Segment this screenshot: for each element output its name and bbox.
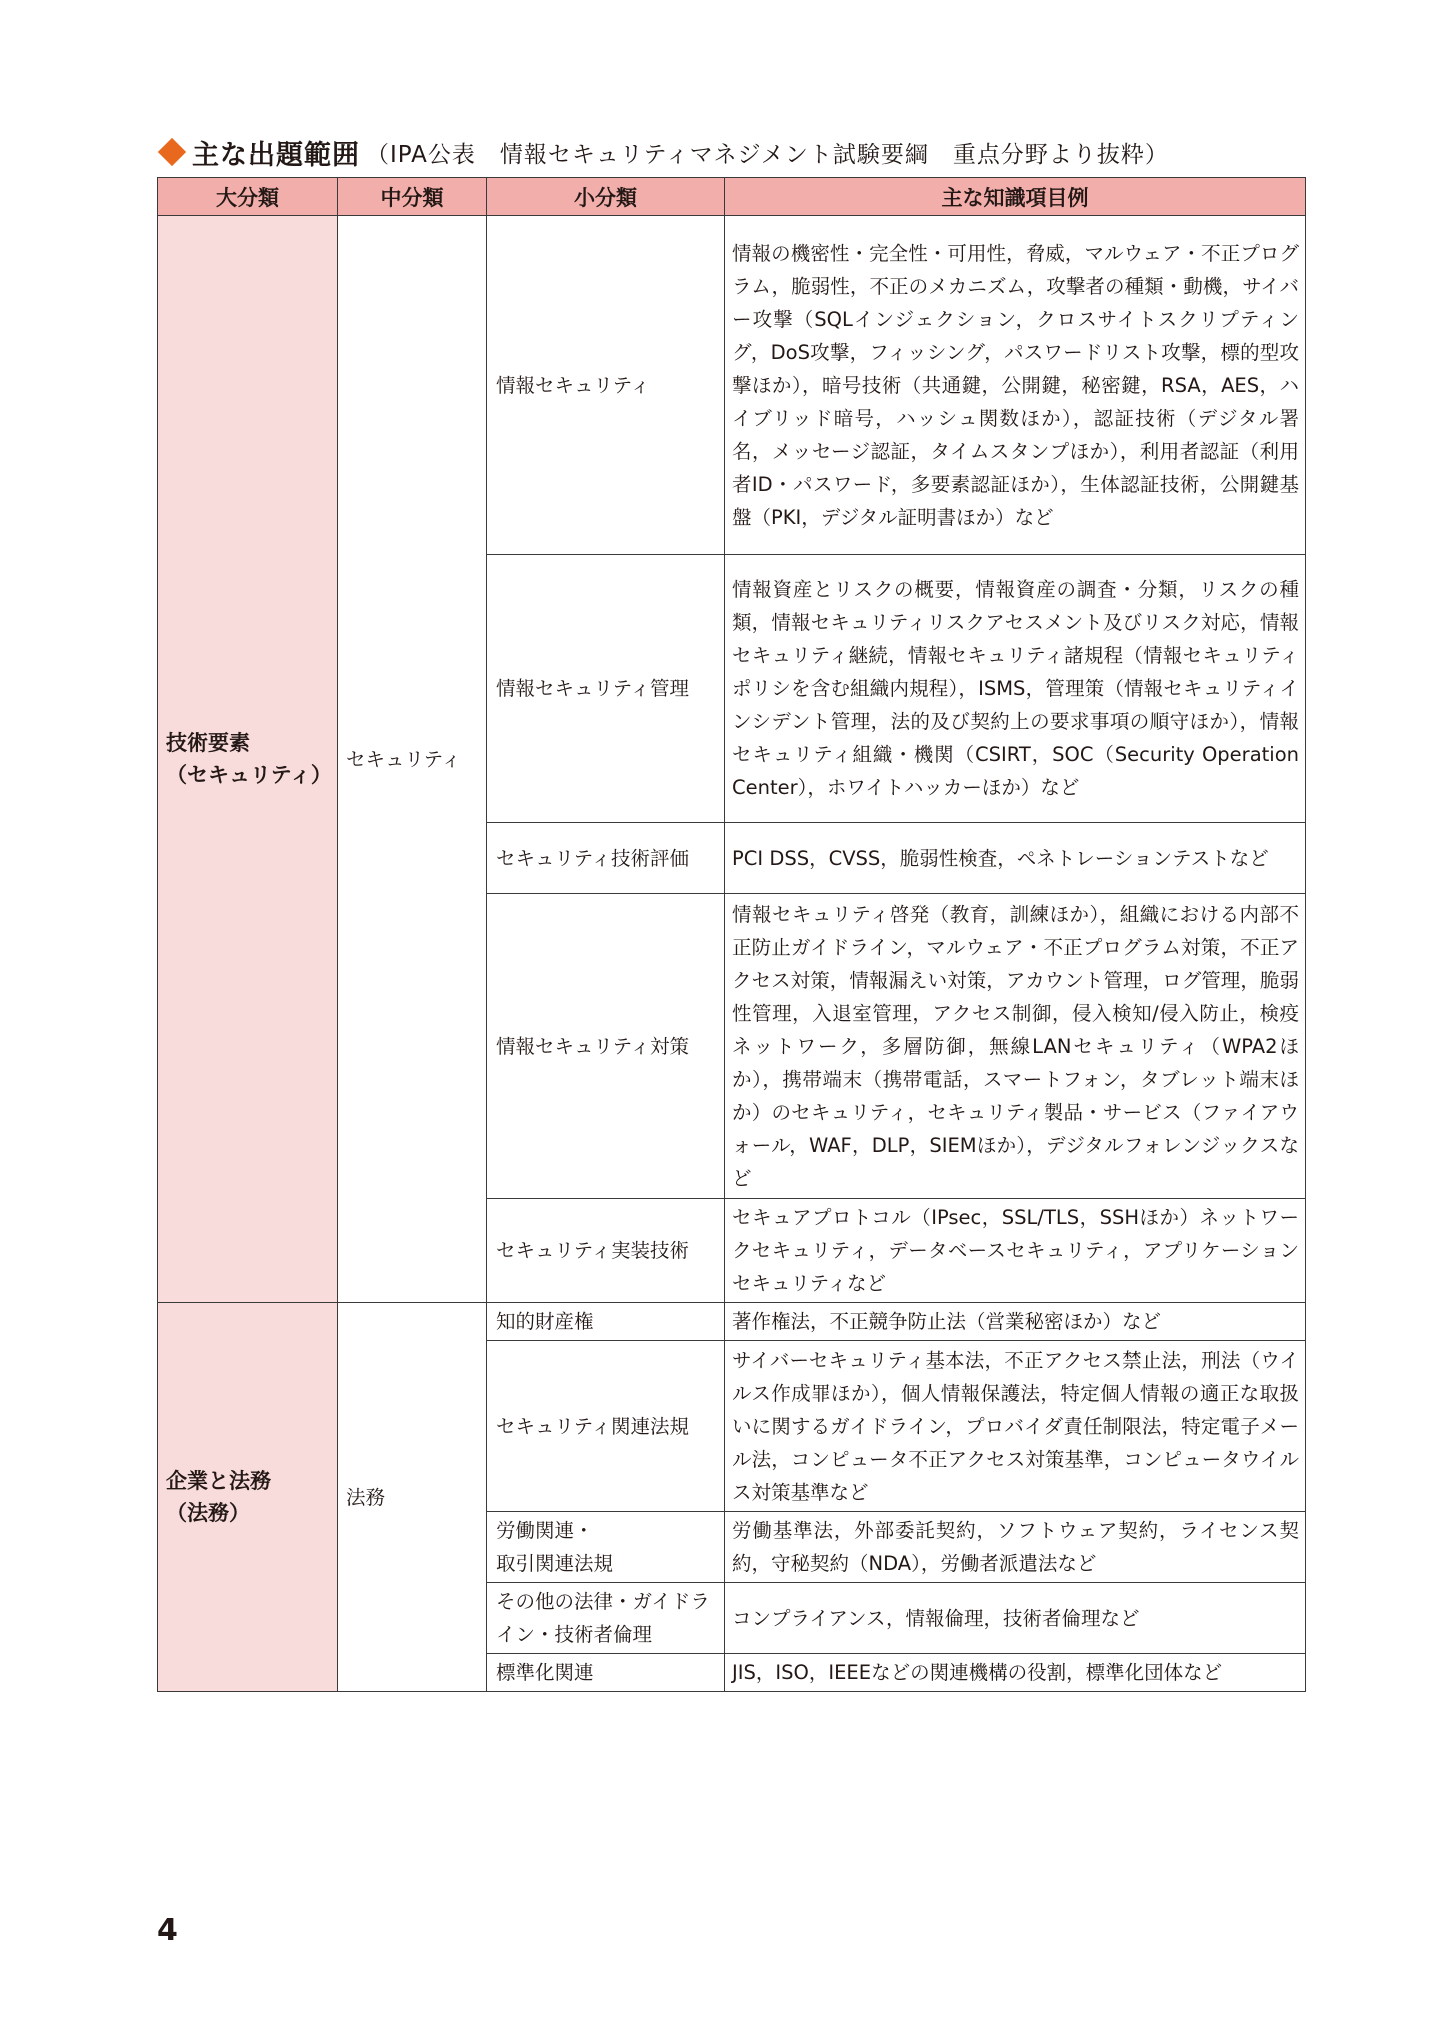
major-category-cell: 企業と法務 （法務） bbox=[158, 1303, 338, 1692]
minor-category-cell: 情報セキュリティ管理 bbox=[487, 555, 725, 823]
exam-scope-table bbox=[157, 177, 1306, 1692]
header-minor: 小分類 bbox=[487, 178, 725, 216]
minor-category-cell: その他の法律・ガイドライン・技術者倫理 bbox=[487, 1583, 725, 1654]
minor-category-cell: 標準化関連 bbox=[487, 1654, 725, 1692]
middle-category-cell: セキュリティ bbox=[338, 216, 487, 1303]
minor-category-cell: セキュリティ技術評価 bbox=[487, 823, 725, 894]
knowledge-items-cell: コンプライアンス，情報倫理，技術者倫理など bbox=[725, 1583, 1306, 1654]
header-major: 大分類 bbox=[158, 178, 338, 216]
table-row bbox=[158, 1303, 1306, 1341]
knowledge-items-cell: 著作権法，不正競争防止法（営業秘密ほか）など bbox=[725, 1303, 1306, 1341]
major-category-cell: 技術要素 （セキュリティ） bbox=[158, 216, 338, 1303]
knowledge-items-cell: 労働基準法，外部委託契約，ソフトウェア契約，ライセンス契約，守秘契約（NDA），労働者派遣法など bbox=[725, 1512, 1306, 1583]
header-middle: 中分類 bbox=[338, 178, 487, 216]
section-heading bbox=[155, 128, 1305, 176]
minor-category-cell: セキュリティ関連法規 bbox=[487, 1341, 725, 1512]
knowledge-items-cell: PCI DSS，CVSS，脆弱性検査，ペネトレーションテストなど bbox=[725, 823, 1306, 894]
minor-category-cell: セキュリティ実装技術 bbox=[487, 1199, 725, 1303]
knowledge-items-cell: サイバーセキュリティ基本法，不正アクセス禁止法，刑法（ウイルス作成罪ほか），個人情報保護法，特定個人情報の適正な取扱いに関するガイドライン，プロバイダ責任制限法，特定電子メール法，コンピュータ不正アクセス対策基準，コンピュータウイルス対策基準など bbox=[725, 1341, 1306, 1512]
page-number: 4 bbox=[157, 1913, 178, 1948]
knowledge-items-cell: 情報セキュリティ啓発（教育，訓練ほか），組織における内部不正防止ガイドライン，マルウェア・不正プログラム対策，不正アクセス対策，情報漏えい対策，アカウント管理，ログ管理，脆弱性管理，入退室管理，アクセス制御，侵入検知/侵入防止，検疫ネットワーク，多層防御，無線LANセキュリティ（WPA2ほか），携帯端末（携帯電話，スマートフォン，タブレット端末ほか）のセキュリティ，セキュリティ製品・サービス（ファイアウォール，WAF，DLP，SIEMほか），デジタルフォレンジックスなど bbox=[725, 894, 1306, 1199]
heading-subtitle: （IPA公表 情報セキュリティマネジメント試験要綱 重点分野より抜粋） bbox=[366, 141, 1169, 168]
header-items: 主な知識項目例 bbox=[725, 178, 1306, 216]
minor-category-cell: 情報セキュリティ bbox=[487, 216, 725, 555]
diamond-bullet-icon bbox=[158, 138, 186, 166]
heading-title: 主な出題範囲 bbox=[192, 139, 360, 171]
knowledge-items-cell: JIS，ISO，IEEEなどの関連機構の役割，標準化団体など bbox=[725, 1654, 1306, 1692]
minor-category-cell: 情報セキュリティ対策 bbox=[487, 894, 725, 1199]
knowledge-items-cell: 情報資産とリスクの概要，情報資産の調査・分類，リスクの種類，情報セキュリティリスクアセスメント及びリスク対応，情報セキュリティ継続，情報セキュリティ諸規程（情報セキュリティポリシを含む組織内規程），ISMS，管理策（情報セキュリティインシデント管理，法的及び契約上の要求事項の順守ほか），情報セキュリティ組織・機関（CSIRT，SOC（Security Operation Center），ホワイトハッカーほか）など bbox=[725, 555, 1306, 823]
table-header-row bbox=[158, 178, 1306, 216]
knowledge-items-cell: 情報の機密性・完全性・可用性，脅威，マルウェア・不正プログラム，脆弱性，不正のメカニズム，攻撃者の種類・動機，サイバー攻撃（SQLインジェクション，クロスサイトスクリプティング，DoS攻撃，フィッシング，パスワードリスト攻撃，標的型攻撃ほか），暗号技術（共通鍵，公開鍵，秘密鍵，RSA，AES，ハイブリッド暗号，ハッシュ関数ほか），認証技術（デジタル署名，メッセージ認証，タイムスタンプほか），利用者認証（利用者ID・パスワード，多要素認証ほか），生体認証技術，公開鍵基盤（PKI，デジタル証明書ほか）など bbox=[725, 216, 1306, 555]
table-row bbox=[158, 216, 1306, 555]
knowledge-items-cell: セキュアプロトコル（IPsec，SSL/TLS，SSHほか）ネットワークセキュリティ，データベースセキュリティ，アプリケーションセキュリティなど bbox=[725, 1199, 1306, 1303]
minor-category-cell: 労働関連・ 取引関連法規 bbox=[487, 1512, 725, 1583]
minor-category-cell: 知的財産権 bbox=[487, 1303, 725, 1341]
middle-category-cell: 法務 bbox=[338, 1303, 487, 1692]
